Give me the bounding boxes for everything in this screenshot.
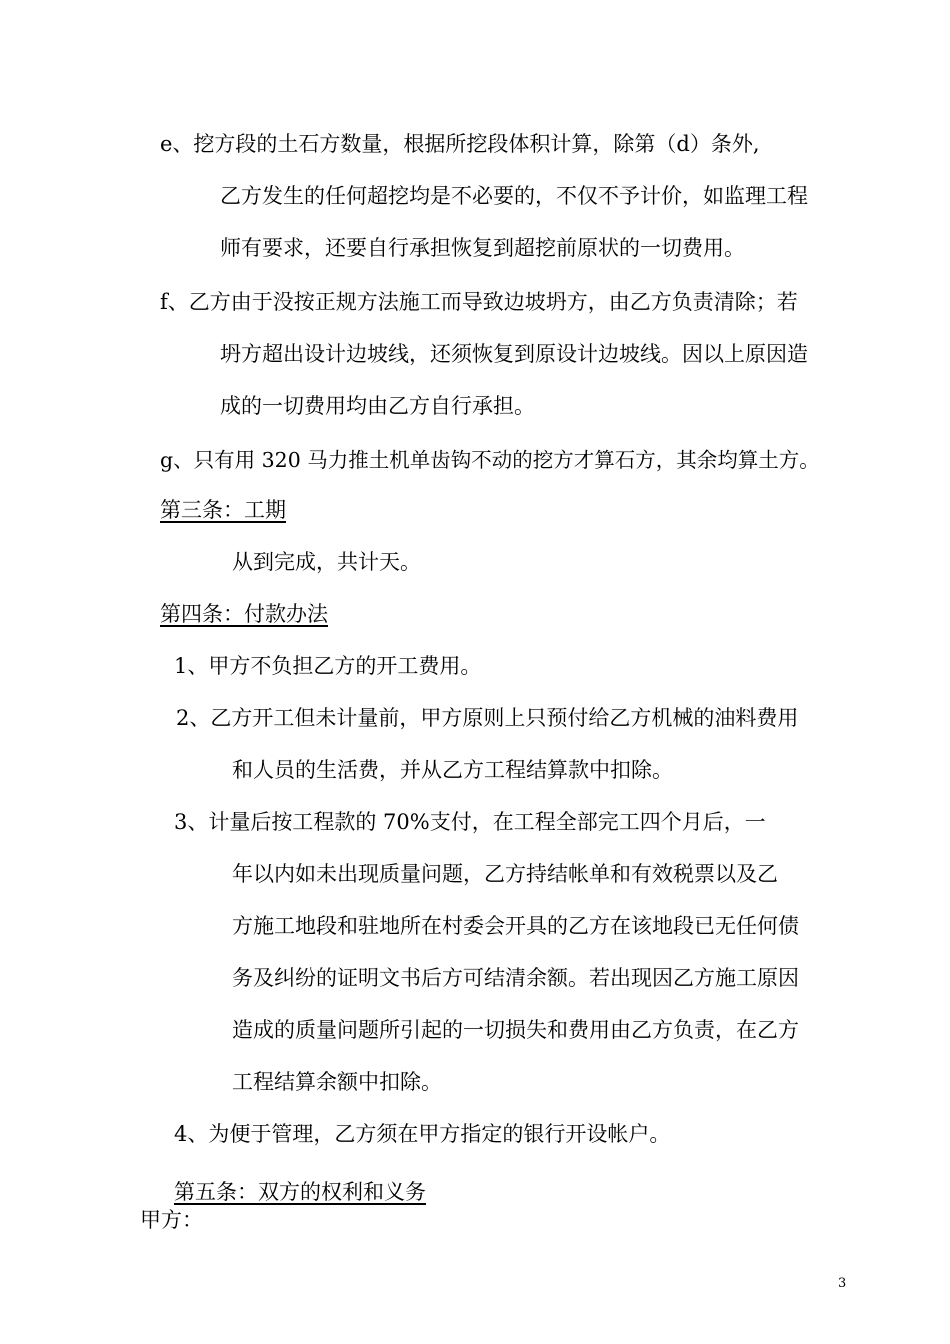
payment-item-2-line-2: 和人员的生活费，并从乙方工程结算款中扣除。 (232, 758, 673, 782)
clause-f-line-3: 成的一切费用均由乙方自行承担。 (220, 394, 535, 418)
clause-f-line-2: 坍方超出设计边坡线，还须恢复到原设计边坡线。因以上原因造 (220, 342, 808, 366)
payment-item-3-line-5: 造成的质量问题所引起的一切损失和费用由乙方负责，在乙方 (232, 1018, 799, 1042)
payment-item-1: 1、甲方不负担乙方的开工费用。 (174, 654, 482, 678)
clause-e-line-1: e、挖方段的土石方数量，根据所挖段体积计算，除第（d）条外, (160, 132, 760, 156)
payment-item-2-line-1: 2、乙方开工但未计量前，甲方原则上只预付给乙方机械的油料费用 (176, 706, 799, 730)
clause-e-line-3: 师有要求，还要自行承担恢复到超挖前原状的一切费用。 (220, 236, 745, 260)
payment-item-3-line-2: 年以内如未出现质量问题，乙方持结帐单和有效税票以及乙 (232, 862, 778, 886)
payment-item-3-line-3: 方施工地段和驻地所在村委会开具的乙方在该地段已无任何债 (232, 914, 799, 938)
page-number: 3 (838, 1276, 847, 1291)
article-4-heading: 第四条：付款办法 (160, 602, 328, 626)
payment-item-4: 4、为便于管理，乙方须在甲方指定的银行开设帐户。 (174, 1122, 671, 1146)
article-5-heading: 第五条：双方的权利和义务 (174, 1180, 426, 1204)
payment-item-3-line-4: 务及纠纷的证明文书后方可结清余额。若出现因乙方施工原因 (232, 966, 799, 990)
clause-g-line-1: g、只有用 320 马力推土机单齿钩不动的挖方才算石方，其余均算土方。 (160, 448, 820, 472)
article-3-body: 从到完成，共计天。 (232, 550, 421, 574)
clause-f-line-1: f、乙方由于没按正规方法施工而导致边坡坍方，由乙方负责清除；若 (160, 290, 798, 314)
party-a-label: 甲方： (140, 1208, 203, 1232)
article-3-heading: 第三条：工期 (160, 498, 286, 522)
payment-item-3-line-1: 3、计量后按工程款的 70%支付，在工程全部完工四个月后，一 (174, 810, 766, 834)
clause-e-line-2: 乙方发生的任何超挖均是不必要的，不仅不予计价，如监理工程 (220, 184, 808, 208)
payment-item-3-line-6: 工程结算余额中扣除。 (232, 1070, 442, 1094)
